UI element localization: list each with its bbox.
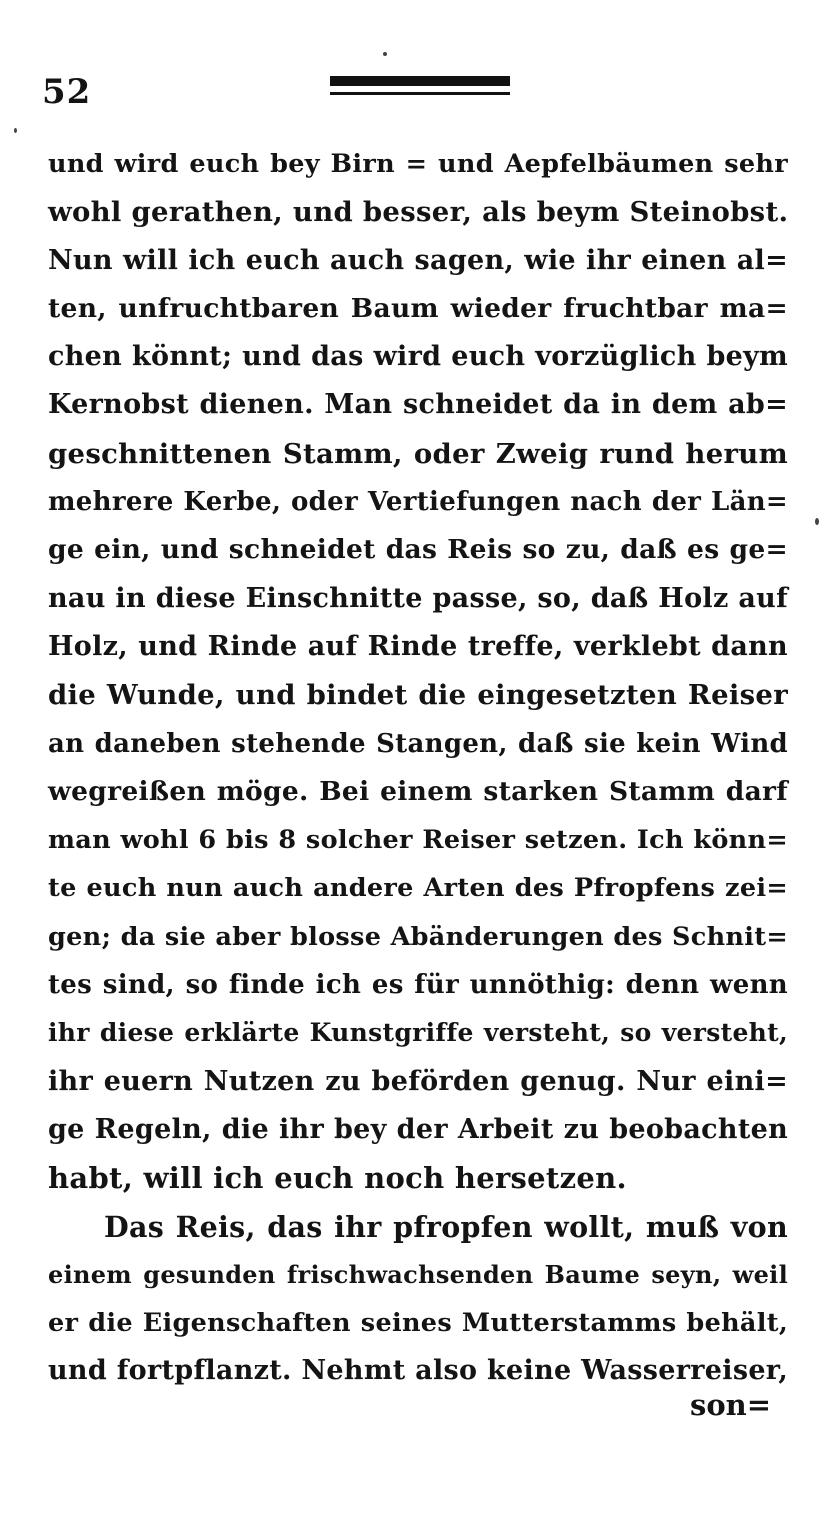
page-number: 52 [42,72,92,112]
text-line: er die Eigenschaften seines Mutterstamms behält, [48,1308,788,1339]
text-line: ge Regeln, die ihr bey der Arbeit zu beobachten [48,1113,788,1145]
text-line: und fortpflanzt. Nehmt also keine Wasserreiser, [48,1355,789,1387]
text-line: man wohl 6 bis 8 solcher Reiser setzen. Ich könn= [48,825,788,856]
text-line: an daneben stehende Stangen, daß sie kein Wind [48,728,788,759]
text-line: die Wunde, und bindet die eingesetzten Reiser [48,679,788,712]
text-line: nau in diese Einschnitte passe, so, daß Holz auf [48,582,788,614]
text-line: habt, will ich euch noch hersetzen. [48,1161,627,1196]
text-line: gen; da sie aber blosse Abänderungen des Schnit= [48,921,788,952]
text-line: ten, unfruchtbaren Baum wieder fruchtbar ma= [48,292,788,324]
text-line: tes sind, so finde ich es für unnöthig: denn wenn [48,970,788,1001]
text-line: Holz, und Rinde auf Rinde treffe, verklebt dann [48,630,788,662]
text-line: ihr diese erklärte Kunstgriffe versteht, so versteht, [48,1018,788,1048]
print-speck [815,518,819,525]
text-line: und wird euch bey Birn = und Aepfelbäumen sehr [48,149,788,179]
print-speck [14,128,17,133]
header-rule [330,76,510,95]
header-rule-thin [330,92,510,95]
text-line: wohl gerathen, und besser, als beym Steinobst. [48,196,789,229]
text-line: Kernobst dienen. Man schneidet da in dem ab= [48,389,788,421]
body-text [48,140,788,1396]
text-line: ihr euern Nutzen zu beförden genug. Nur eini= [48,1065,788,1097]
text-line-paragraph-start: Das Reis, das ihr pfropfen wollt, muß von [104,1209,788,1244]
text-line: chen könnt; und das wird euch vorzüglich beym [48,341,788,373]
print-speck [383,52,387,56]
text-line: geschnittenen Stamm, oder Zweig rund herum [48,437,788,470]
text-line: ge ein, und schneidet das Reis so zu, daß es ge= [48,534,788,566]
catchword: son= [690,1388,772,1422]
text-line: einem gesunden frischwachsenden Baume seyn, weil [48,1259,788,1289]
text-line: te euch nun auch andere Arten des Pfropfens zei= [48,873,788,904]
header-rule-thick [330,76,510,86]
text-line: wegreißen möge. Bei einem starken Stamm darf [48,775,788,807]
text-line: mehrere Kerbe, oder Vertiefungen nach der Län= [48,487,788,518]
text-line: Nun will ich euch auch sagen, wie ihr einen al= [48,244,788,276]
